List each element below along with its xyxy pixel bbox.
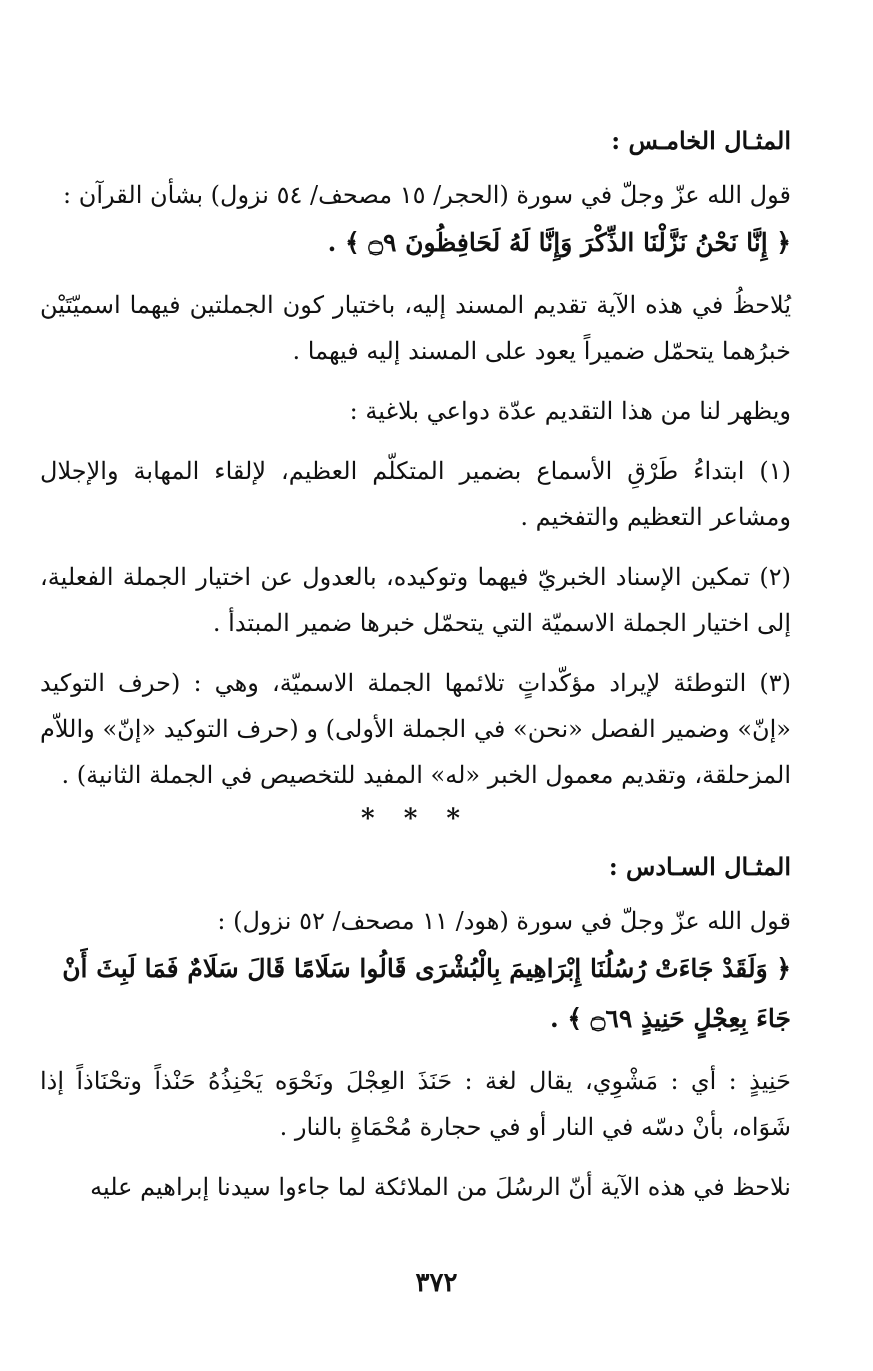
example-6-heading: المثـال السـادس : xyxy=(608,852,791,881)
example-5-quran-verse: ﴿ إِنَّا نَحْنُ نَزَّلْنَا الذِّكْرَ وَإِنَّا لَهُ لَحَافِظُونَ ۝٩ ﴾ . xyxy=(327,228,791,257)
example-5-heading: المثـال الخامـس : xyxy=(611,126,791,155)
example-6-paragraph-1: حَنِيذٍ : أي : مَشْوِي، يقال لغة : حَنَذَ العِجْلَ ونَحْوَه يَحْنِذُهُ حَنْذاً وتحْنَاذاً إذا شَوَاه، بأنْ دسّه في النار أو في حجارة مُحْمَاةٍ بالنار . xyxy=(40,1067,792,1141)
example-6-paragraph-2: نلاحظ في هذه الآية أنّ الرسُلَ من الملائكة لما جاءوا سيدنا إبراهيم عليه xyxy=(90,1173,791,1201)
example-5-point-2: (٢) تمكين الإسناد الخبريّ فيهما وتوكيده، بالعدول عن اختيار الجملة الفعلية، إلى اختيار الجملة الاسميّة التي يتحمّل خبرها ضمير المبتدأ . xyxy=(40,563,791,637)
example-5-point-1: (١) ابتداءُ طَرْقِ الأسماع بضمير المتكلّم العظيم، لإلقاء المهابة والإجلال ومشاعر التعظيم والتفخيم . xyxy=(40,457,791,531)
example-5-intro: قول الله عزّ وجلّ في سورة (الحجر/ ١٥ مصحف/ ٥٤ نزول) بشأن القرآن : xyxy=(62,181,791,209)
example-5-point-3: (٣) التوطئة لإيراد مؤكّداتٍ تلائمها الجملة الاسميّة، وهي : (حرف التوكيد «إنّ» وضمير الفصل «نحن» في الجملة الأولى) و (حرف التوكيد «إنّ» واللاّم المزحلقة، وتقديم معمول الخبر «له» المفيد للتخصيص في الجملة الثانية) . xyxy=(40,669,791,789)
example-6-quran-verse: ﴿ وَلَقَدْ جَاءَتْ رُسُلُنَا إِبْرَاهِيمَ بِالْبُشْرَى قَالُوا سَلَامًا قَالَ سَلَامٌ فَمَا لَبِثَ أَنْ جَاءَ بِعِجْلٍ حَنِيذٍ ۝٦٩ ﴾ . xyxy=(62,954,791,1033)
page-number: ٣٧٢ xyxy=(415,1268,458,1298)
example-5-paragraph-2: ويظهر لنا من هذا التقديم عدّة دواعي بلاغية : xyxy=(349,397,791,425)
section-separator: * * * xyxy=(361,804,470,834)
example-5-paragraph-1: يُلاحظُ في هذه الآية تقديم المسند إليه، باختيار كون الجملتين فيهما اسميّتَيْن خبرُهما يتحمّل ضميراً يعود على المسند إليه فيهما . xyxy=(40,291,791,365)
example-6-intro: قول الله عزّ وجلّ في سورة (هود/ ١١ مصحف/ ٥٢ نزول) : xyxy=(217,907,791,935)
